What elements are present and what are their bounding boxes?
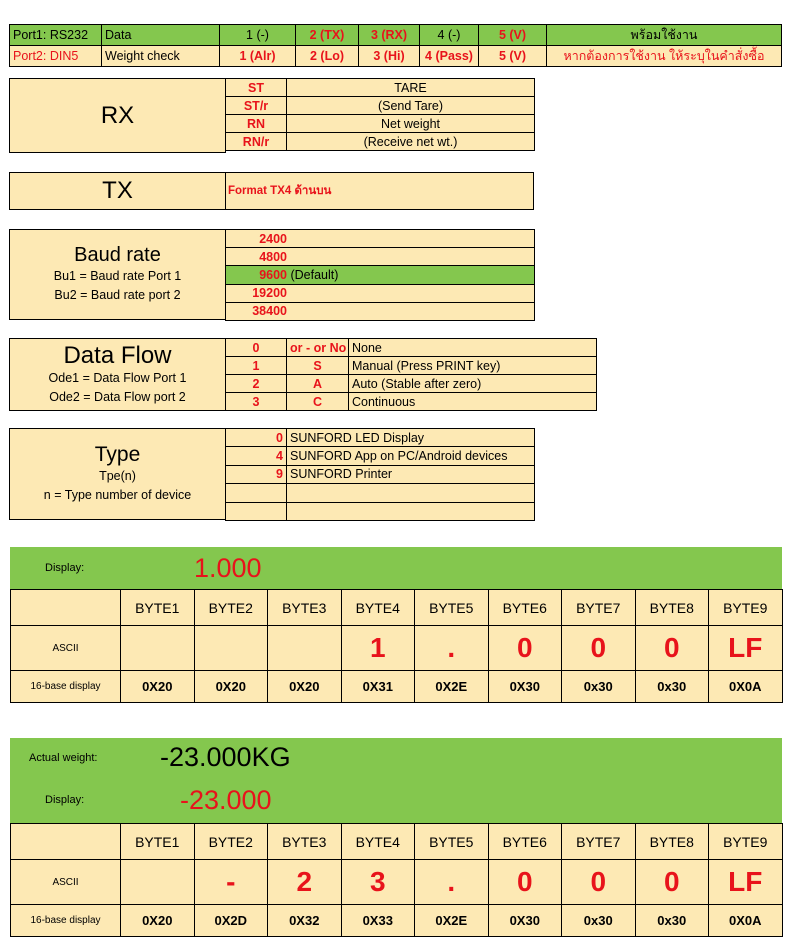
baud-rate: 2400 xyxy=(259,231,287,246)
flow-title: Data Flow xyxy=(63,341,172,369)
ascii-cell xyxy=(121,860,195,905)
baud-row xyxy=(226,248,535,266)
tx-title: TX xyxy=(102,177,133,205)
type-row xyxy=(226,429,535,447)
type-row xyxy=(226,447,535,465)
port2-pin1: 1 (Alr) xyxy=(220,46,296,67)
rx-command-table xyxy=(225,78,535,151)
byte-header: BYTE6 xyxy=(488,824,562,860)
hex-cell: 0X32 xyxy=(268,905,342,937)
rx-row xyxy=(226,79,535,97)
rx-code: ST/r xyxy=(226,97,287,115)
type-syntax: Tpe(n) xyxy=(99,469,136,484)
type-number xyxy=(226,502,287,520)
flow-port2-note: Ode2 = Data Flow port 2 xyxy=(49,390,186,405)
hex-cell: 0X2E xyxy=(415,671,489,703)
byte-header: BYTE9 xyxy=(709,590,783,626)
tx-format-cell xyxy=(225,172,534,210)
example1-hex-row xyxy=(11,671,783,703)
rx-title: RX xyxy=(100,101,135,129)
flow-alt: or - or No xyxy=(287,339,349,357)
type-number xyxy=(226,484,287,502)
type-number: 4 xyxy=(226,447,287,465)
flow-code: 1 xyxy=(226,357,287,375)
baud-panel xyxy=(9,229,226,320)
example2-ascii-row xyxy=(11,860,783,905)
ascii-cell: 0 xyxy=(562,626,636,671)
flow-code: 0 xyxy=(226,339,287,357)
byte-header: BYTE9 xyxy=(709,824,783,860)
byte-header: BYTE6 xyxy=(488,590,562,626)
type-note: n = Type number of device xyxy=(43,488,192,503)
flow-port1-note: Ode1 = Data Flow Port 1 xyxy=(48,371,187,386)
flow-row xyxy=(226,393,597,411)
flow-panel xyxy=(9,338,226,411)
ascii-cell: 0 xyxy=(635,626,709,671)
baud-row xyxy=(226,230,535,248)
example1-header xyxy=(10,547,782,589)
example2-display-value: -23.000 xyxy=(180,785,272,815)
rx-code: RN xyxy=(226,115,287,133)
type-number: 0 xyxy=(226,429,287,447)
hex-cell: 0X20 xyxy=(194,671,268,703)
baud-port2-note: Bu2 = Baud rate port 2 xyxy=(54,288,181,302)
flow-code: 3 xyxy=(226,393,287,411)
baud-row-default xyxy=(226,266,535,284)
ascii-cell: 2 xyxy=(268,860,342,905)
example1-display-value: 1.000 xyxy=(194,553,262,583)
hex-cell: 0x30 xyxy=(562,671,636,703)
rx-desc: (Receive net wt.) xyxy=(287,133,535,151)
device-type-table xyxy=(225,428,535,521)
flow-desc: Continuous xyxy=(349,393,597,411)
byte-header: BYTE5 xyxy=(415,824,489,860)
hex-cell: 0X20 xyxy=(268,671,342,703)
port1-pin3: 3 (RX) xyxy=(359,25,420,46)
ascii-row-label: ASCII xyxy=(11,626,121,671)
byte-header: BYTE2 xyxy=(194,824,268,860)
example2-byte-table xyxy=(10,823,783,937)
port1-pin2: 2 (TX) xyxy=(296,25,359,46)
ascii-row-label: ASCII xyxy=(11,860,121,905)
baud-note: (Default) xyxy=(290,267,339,282)
ascii-cell: . xyxy=(415,626,489,671)
tx-panel xyxy=(9,172,226,210)
ascii-cell: . xyxy=(415,860,489,905)
hex-cell: 0X2D xyxy=(194,905,268,937)
type-desc xyxy=(287,502,535,520)
flow-desc: None xyxy=(349,339,597,357)
hex-cell: 0X30 xyxy=(488,905,562,937)
type-row xyxy=(226,484,535,502)
ascii-cell xyxy=(121,626,195,671)
port2-row xyxy=(10,46,782,67)
baud-rate: 38400 xyxy=(252,304,287,319)
baud-port1-note: Bu1 = Baud rate Port 1 xyxy=(53,269,182,283)
type-desc: SUNFORD Printer xyxy=(287,465,535,483)
hex-row-label: 16-base display xyxy=(11,671,121,703)
rx-row xyxy=(226,133,535,151)
port1-pin4: 4 (-) xyxy=(420,25,479,46)
example1-ascii-row xyxy=(11,626,783,671)
type-row xyxy=(226,465,535,483)
byte-header: BYTE1 xyxy=(121,590,195,626)
hex-cell: 0X33 xyxy=(341,905,415,937)
type-row xyxy=(226,502,535,520)
baud-rate: 19200 xyxy=(252,286,287,301)
byte-header: BYTE8 xyxy=(635,824,709,860)
hex-cell: 0x30 xyxy=(562,905,636,937)
rx-desc: Net weight xyxy=(287,115,535,133)
example2-actual-label: Actual weight: xyxy=(29,752,98,764)
flow-row xyxy=(226,357,597,375)
port2-pin3: 3 (Hi) xyxy=(359,46,420,67)
byte-header: BYTE8 xyxy=(635,590,709,626)
port2-pin5: 5 (V) xyxy=(479,46,547,67)
port1-row xyxy=(10,25,782,46)
port1-pin1: 1 (-) xyxy=(220,25,296,46)
rx-row xyxy=(226,97,535,115)
flow-alt: C xyxy=(287,393,349,411)
byte-header: BYTE3 xyxy=(268,590,342,626)
hex-cell: 0x30 xyxy=(635,671,709,703)
ascii-cell: LF xyxy=(709,860,783,905)
baud-row xyxy=(226,302,535,320)
baud-row xyxy=(226,284,535,302)
example2-panel xyxy=(10,738,782,937)
byte-header: BYTE1 xyxy=(121,824,195,860)
hex-cell: 0X0A xyxy=(709,671,783,703)
flow-desc: Manual (Press PRINT key) xyxy=(349,357,597,375)
rx-code: ST xyxy=(226,79,287,97)
example2-display-label: Display: xyxy=(45,794,85,806)
data-flow-table xyxy=(225,338,597,411)
example2-header xyxy=(10,738,782,823)
port2-function: Weight check xyxy=(102,46,220,67)
port2-label: Port2: DIN5 xyxy=(10,46,102,67)
example1-byte-table xyxy=(10,589,783,703)
corner-cell xyxy=(11,824,121,860)
example2-hex-row xyxy=(11,905,783,937)
flow-alt: S xyxy=(287,357,349,375)
byte-header: BYTE7 xyxy=(562,824,636,860)
hex-cell: 0x30 xyxy=(635,905,709,937)
flow-row xyxy=(226,339,597,357)
port1-pin5: 5 (V) xyxy=(479,25,547,46)
type-desc: SUNFORD LED Display xyxy=(287,429,535,447)
ascii-cell: 0 xyxy=(488,626,562,671)
baud-rate: 9600 xyxy=(259,267,287,282)
hex-cell: 0X31 xyxy=(341,671,415,703)
ascii-cell: 1 xyxy=(341,626,415,671)
port-pinout-table xyxy=(9,24,782,67)
type-panel xyxy=(9,428,226,520)
type-title: Type xyxy=(94,442,141,466)
ascii-cell: LF xyxy=(709,626,783,671)
baud-rate-table xyxy=(225,229,535,321)
baud-rate: 4800 xyxy=(259,249,287,264)
example1-column-headers xyxy=(11,590,783,626)
hex-cell: 0X20 xyxy=(121,905,195,937)
ascii-cell: 0 xyxy=(635,860,709,905)
example2-actual-value: -23.000KG xyxy=(160,742,291,772)
type-desc: SUNFORD App on PC/Android devices xyxy=(287,447,535,465)
flow-row xyxy=(226,375,597,393)
byte-header: BYTE4 xyxy=(341,824,415,860)
hex-cell: 0X2E xyxy=(415,905,489,937)
corner-cell xyxy=(11,590,121,626)
port1-label: Port1: RS232 xyxy=(10,25,102,46)
port2-pin2: 2 (Lo) xyxy=(296,46,359,67)
baud-title: Baud rate xyxy=(74,244,161,266)
ascii-cell xyxy=(268,626,342,671)
hex-cell: 0X30 xyxy=(488,671,562,703)
port2-status: หากต้องการใช้งาน ให้ระบุในคำสั่งซื้อ xyxy=(547,46,782,67)
type-number: 9 xyxy=(226,465,287,483)
example1-panel xyxy=(10,547,782,703)
flow-desc: Auto (Stable after zero) xyxy=(349,375,597,393)
example1-display-label: Display: xyxy=(45,562,85,574)
byte-header: BYTE5 xyxy=(415,590,489,626)
rx-desc: TARE xyxy=(287,79,535,97)
rx-desc: (Send Tare) xyxy=(287,97,535,115)
hex-cell: 0X20 xyxy=(121,671,195,703)
port2-pin4: 4 (Pass) xyxy=(420,46,479,67)
byte-header: BYTE2 xyxy=(194,590,268,626)
hex-cell: 0X0A xyxy=(709,905,783,937)
example2-column-headers xyxy=(11,824,783,860)
tx-format: Format TX4 ด้านบน xyxy=(228,185,332,197)
flow-code: 2 xyxy=(226,375,287,393)
type-desc xyxy=(287,484,535,502)
flow-alt: A xyxy=(287,375,349,393)
port1-status: พร้อมใช้งาน xyxy=(547,25,782,46)
ascii-cell: 3 xyxy=(341,860,415,905)
rx-row xyxy=(226,115,535,133)
byte-header: BYTE4 xyxy=(341,590,415,626)
ascii-cell: 0 xyxy=(562,860,636,905)
port1-function: Data xyxy=(102,25,220,46)
rx-code: RN/r xyxy=(226,133,287,151)
byte-header: BYTE7 xyxy=(562,590,636,626)
rx-panel xyxy=(9,78,226,153)
hex-row-label: 16-base display xyxy=(11,905,121,937)
ascii-cell: - xyxy=(194,860,268,905)
byte-header: BYTE3 xyxy=(268,824,342,860)
ascii-cell: 0 xyxy=(488,860,562,905)
ascii-cell xyxy=(194,626,268,671)
